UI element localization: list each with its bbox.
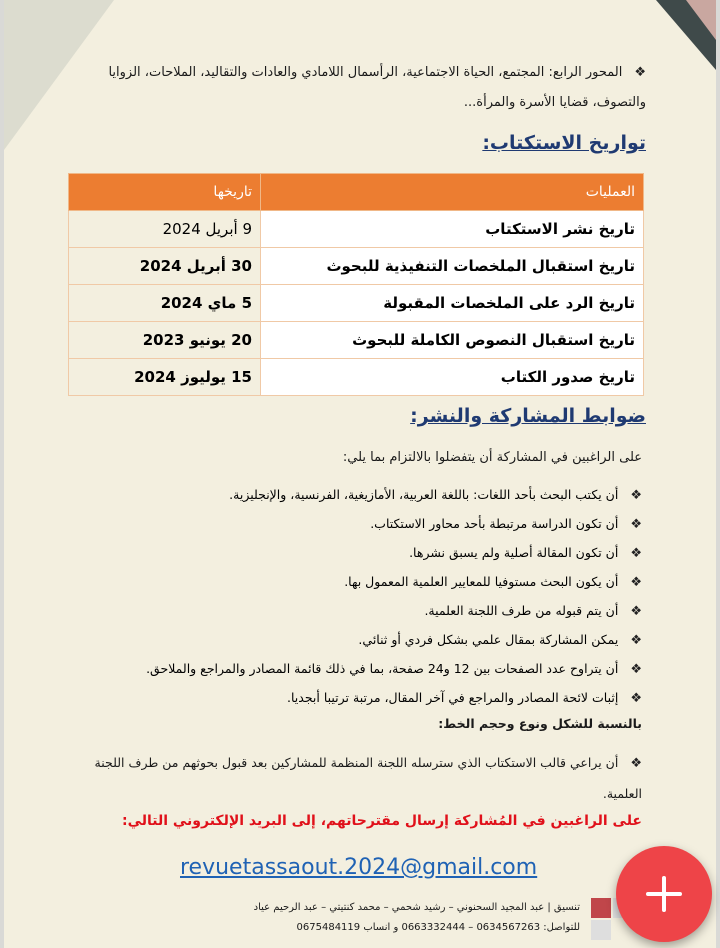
list-item xyxy=(62,683,642,712)
credits xyxy=(254,898,580,938)
date-cell: 30 أبريل 2024 xyxy=(69,248,261,285)
font-heading: بالنسبة للشكل ونوع وحجم الخط: xyxy=(438,716,642,731)
bullet-icon: ❖ xyxy=(630,517,642,532)
bullet-icon: ❖ xyxy=(630,546,642,561)
rule-text: أن يتم قبوله من طرف اللجنة العلمية. xyxy=(424,603,619,618)
rule-text: أن تكون الدراسة مرتبطة بأحد محاور الاستكتاب. xyxy=(370,516,619,531)
rules-list xyxy=(62,480,642,712)
table-header-row xyxy=(69,174,644,211)
operation-cell: تاريخ الرد على الملخصات المقبولة xyxy=(261,285,644,322)
date-cell: 15 يوليوز 2024 xyxy=(69,359,261,396)
rule-text: يمكن المشاركة بمقال علمي بشكل فردي أو ثنائي. xyxy=(358,632,619,647)
dates-table xyxy=(68,173,644,396)
list-item xyxy=(62,596,642,625)
rule-text: أن يتراوح عدد الصفحات بين 12 و24 صفحة، بما في ذلك قائمة المصادر والمراجع والملاحق. xyxy=(146,661,619,676)
table-row xyxy=(69,211,644,248)
decorative-corner xyxy=(686,0,716,40)
table-row xyxy=(69,359,644,396)
contact-text: للتواصل: 0634567263 – 0663332444 و انساب 0675484119 xyxy=(296,922,580,933)
table-row xyxy=(69,285,644,322)
list-item xyxy=(62,480,642,509)
date-cell: 5 ماي 2024 xyxy=(69,285,261,322)
logo-square xyxy=(591,898,611,918)
table-row xyxy=(69,248,644,285)
list-item xyxy=(62,509,642,538)
bullet-icon: ❖ xyxy=(630,488,642,503)
list-item xyxy=(62,625,642,654)
axis-four-paragraph xyxy=(66,58,646,118)
operation-cell: تاريخ صدور الكتاب xyxy=(261,359,644,396)
rule-text: أن يكتب البحث بأحد اللغات: باللغة العربية، الأمازيغية، الفرنسية، والإنجليزية. xyxy=(229,487,619,502)
bullet-icon: ❖ xyxy=(630,662,642,677)
table-row xyxy=(69,322,644,359)
operation-cell: تاريخ نشر الاستكتاب xyxy=(261,211,644,248)
rules-heading: ضوابط المشاركة والنشر: xyxy=(410,405,646,427)
bullet-icon: ❖ xyxy=(630,756,642,771)
column-header-date: تاريخها xyxy=(69,174,261,211)
bullet-icon: ❖ xyxy=(630,575,642,590)
bullet-icon: ❖ xyxy=(634,65,646,80)
rule-text: أن تكون المقالة أصلية ولم يسبق نشرها. xyxy=(409,545,619,560)
dates-heading: تواريخ الاستكتاب: xyxy=(482,132,646,154)
date-cell: 9 أبريل 2024 xyxy=(69,211,261,248)
add-button[interactable] xyxy=(616,846,712,942)
date-cell: 20 يونيو 2023 xyxy=(69,322,261,359)
axis-text: المحور الرابع: المجتمع، الحياة الاجتماعية، الرأسمال اللامادي والعادات والتقاليد، الملاحات، الزوايا والتصوف، قضايا الأسرة والمرأة... xyxy=(108,65,646,110)
bullet-icon: ❖ xyxy=(630,633,642,648)
email-link[interactable]: revuetassaout.2024@gmail.com xyxy=(180,855,538,880)
rules-intro: على الراغبين في المشاركة أن يتفضلوا بالالتزام بما يلي: xyxy=(342,450,642,465)
operation-cell: تاريخ استقبال النصوص الكاملة للبحوث xyxy=(261,322,644,359)
font-rule xyxy=(62,748,642,809)
operation-cell: تاريخ استقبال الملخصات التنفيذية للبحوث xyxy=(261,248,644,285)
rule-text: أن يكون البحث مستوفيا للمعايير العلمية المعمول بها. xyxy=(344,574,619,589)
bullet-icon: ❖ xyxy=(630,604,642,619)
list-item xyxy=(62,654,642,683)
list-item xyxy=(62,538,642,567)
logo-square xyxy=(591,920,611,940)
plus-icon xyxy=(644,874,684,914)
bullet-icon: ❖ xyxy=(630,691,642,706)
rule-text: إثبات لائحة المصادر والمراجع في آخر المقال، مرتبة ترتيبا أبجديا. xyxy=(287,690,619,705)
coordination-text: تنسيق | عبد المجيد السحنوني – رشيد شحمي – محمد كنتيتي – عبد الرحيم عياد xyxy=(253,902,580,913)
column-header-operations: العمليات xyxy=(261,174,644,211)
font-rule-text: أن يراعي قالب الاستكتاب الذي سترسله اللجنة المنظمة للمشاركين بعد قبول بحوثهم من طرف اللجنة العلمية. xyxy=(94,755,642,801)
list-item xyxy=(62,567,642,596)
call-for-papers-text: على الراغبين في المُشاركة إرسال مقترحاتهم، إلى البريد الإلكتروني التالي: xyxy=(121,813,642,829)
